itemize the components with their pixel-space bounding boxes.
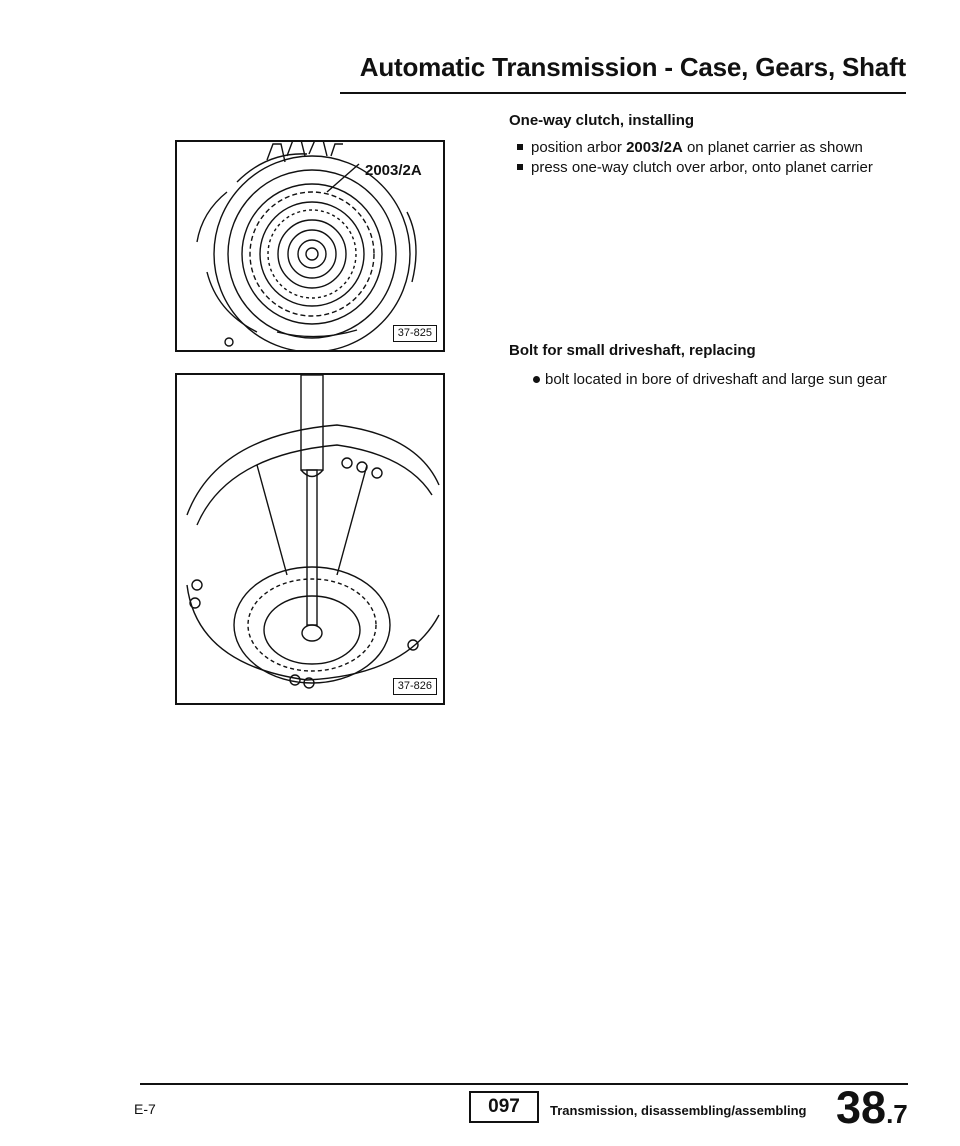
figure-code: 37-826 [393, 678, 437, 695]
page-number [836, 1082, 908, 1134]
figure-driveshaft-bolt [175, 373, 445, 705]
callout-arbor: 2003/2A [365, 162, 422, 179]
tool-number: 2003/2A [626, 139, 683, 156]
figure-code: 37-825 [393, 325, 437, 342]
step-item [509, 139, 909, 156]
step-text: press one-way clutch over arbor, onto planet carrier [531, 159, 873, 176]
section-driveshaft-bolt [509, 342, 909, 391]
page-title: Automatic Transmission - Case, Gears, Shaft [359, 52, 906, 82]
section-heading: One-way clutch, installing [509, 112, 695, 129]
step-item [509, 159, 909, 176]
step-text: on planet carrier as shown [682, 139, 863, 156]
figure-one-way-clutch [175, 140, 445, 352]
page-number-major: 38 [836, 1082, 887, 1133]
technical-box: 097 [469, 1091, 539, 1123]
step-list [509, 371, 909, 388]
header-rule [340, 92, 906, 94]
section-one-way-clutch [509, 112, 909, 179]
footer-rule [140, 1083, 908, 1085]
page-number-minor: .7 [886, 1099, 908, 1129]
step-item [509, 371, 909, 388]
step-list [509, 139, 909, 176]
illustration-driveshaft-bolt [177, 375, 443, 703]
step-text: position arbor [531, 139, 627, 156]
footer-section-title: Transmission, disassembling/assembling [550, 1103, 807, 1118]
step-text: bolt located in bore of driveshaft and large sun gear [545, 371, 887, 388]
section-heading: Bolt for small driveshaft, replacing [509, 342, 756, 359]
footer-code: E-7 [134, 1101, 156, 1117]
